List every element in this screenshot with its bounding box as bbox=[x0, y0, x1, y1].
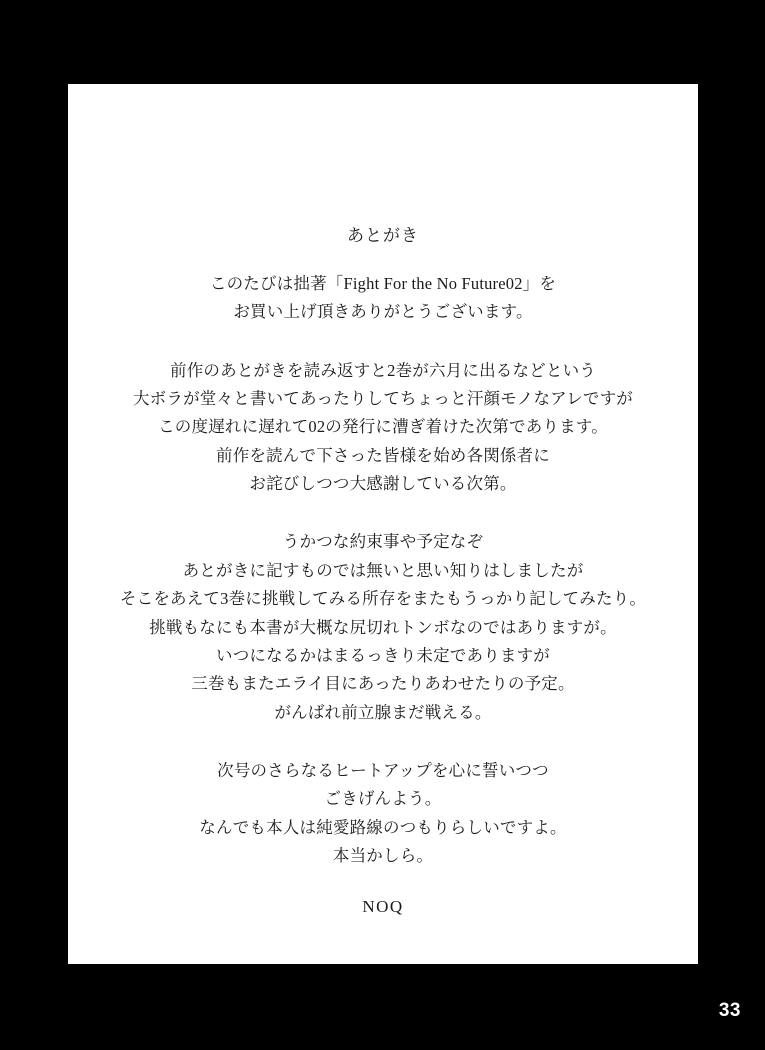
afterword-line: 前作のあとがきを読み返すと2巻が六月に出るなどという bbox=[170, 360, 596, 380]
afterword-line: このたびは拙著「Fight For the No Future02」を bbox=[209, 273, 557, 293]
afterword-line: ごきげんよう。 bbox=[324, 789, 442, 809]
afterword-heading: あとがき bbox=[347, 226, 419, 245]
afterword-paragraph-2 bbox=[68, 357, 698, 499]
afterword-line: お買い上げ頂きありがとうございます。 bbox=[233, 302, 533, 322]
afterword-line: うかつな約束事や予定なぞ bbox=[282, 532, 484, 552]
afterword-line: なんでも本人は純愛路線のつもりらしいですよ。 bbox=[199, 817, 567, 837]
afterword-line: この度遅れに遅れて02の発行に漕ぎ着けた次第であります。 bbox=[158, 417, 608, 437]
afterword-line: 本当かしら。 bbox=[332, 846, 434, 866]
afterword-line: そこをあえて3巻に挑戦してみる所存をまたもうっかり記してみたり。 bbox=[119, 589, 647, 609]
page-sheet bbox=[68, 84, 698, 964]
afterword-line: お詫びしつつ大感謝している次第。 bbox=[249, 474, 517, 494]
afterword-line: あとがきに記すものでは無いと思い知りはしましたが bbox=[182, 560, 584, 580]
afterword-line: 大ボラが堂々と書いてあったりしてちょっと汗顔モノなアレですが bbox=[132, 388, 633, 408]
afterword-line: 次号のさらなるヒートアップを心に誓いつつ bbox=[217, 761, 549, 781]
afterword-line: 挑戦もなにも本書が大概な尻切れトンボなのではありますが。 bbox=[149, 617, 617, 637]
afterword-text-block bbox=[68, 84, 698, 917]
afterword-line: 前作を読んで下さった皆様を始め各関係者に bbox=[216, 445, 550, 465]
afterword-line: 三巻もまたエライ目にあったりあわせたりの予定。 bbox=[191, 674, 575, 694]
afterword-line: いつになるかはまるっきり未定でありますが bbox=[216, 645, 550, 665]
author-signature: NOQ bbox=[362, 896, 404, 916]
afterword-paragraph-4 bbox=[68, 757, 698, 871]
afterword-line: がんばれ前立腺まだ戦える。 bbox=[274, 702, 492, 722]
page-number: 33 bbox=[718, 1000, 741, 1021]
afterword-paragraph-3 bbox=[68, 528, 698, 727]
afterword-paragraph-1 bbox=[68, 270, 698, 327]
